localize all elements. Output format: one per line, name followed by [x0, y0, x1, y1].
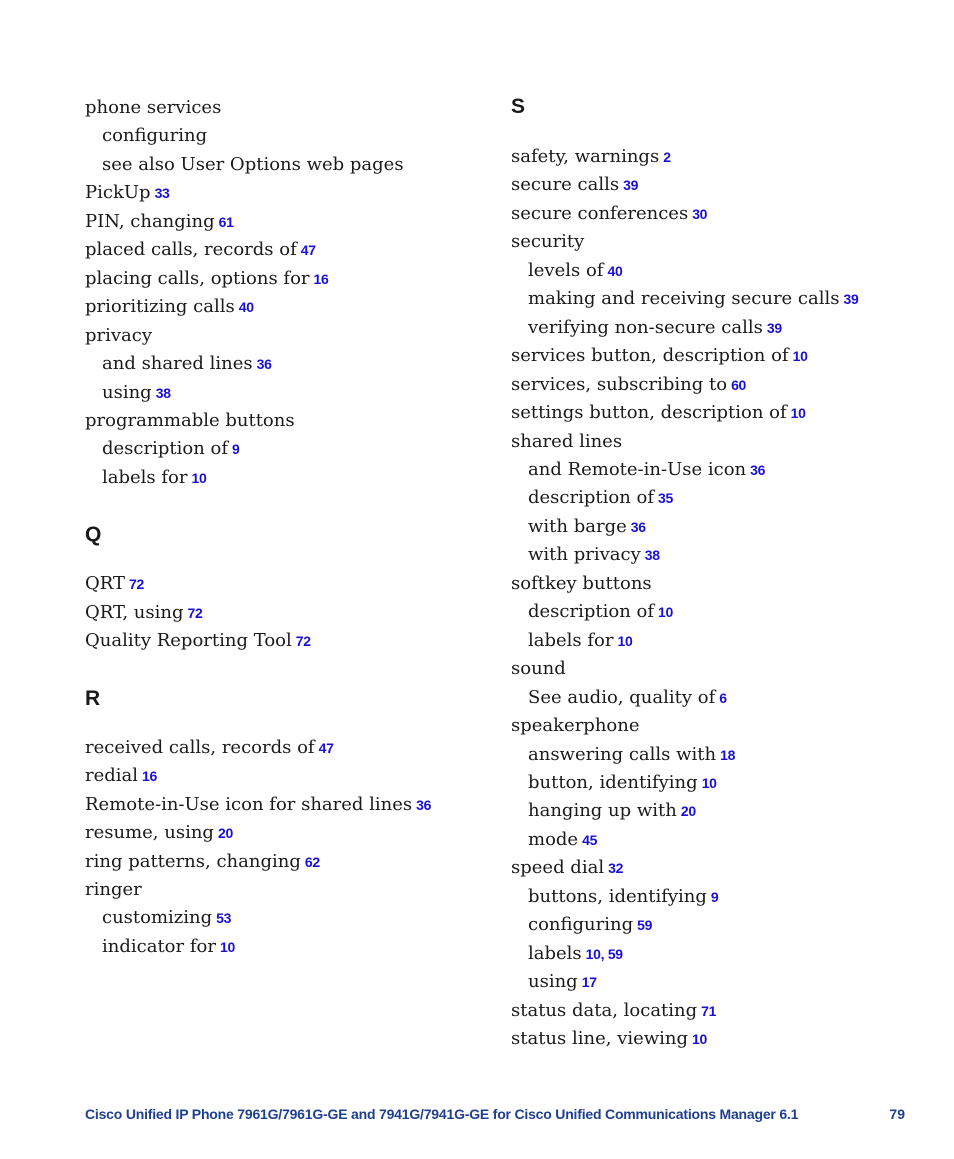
entry-text: configuring — [528, 914, 634, 936]
entry-text: button, identifying — [528, 771, 698, 793]
index-subentry-customizing — [85, 904, 485, 932]
page-link[interactable]: 9 — [232, 441, 240, 458]
index-entry-qrt-using — [85, 599, 485, 627]
index-subentry-answering-calls-with — [511, 741, 931, 769]
entry-text: PickUp — [85, 182, 151, 204]
page-link[interactable]: 10, 59 — [585, 945, 623, 962]
entry-text: resume, using — [85, 822, 214, 844]
index-entry-placed-calls-records-of — [85, 236, 485, 264]
index-entry-ring-patterns-changing — [85, 848, 485, 876]
page-link[interactable]: 36 — [750, 461, 766, 478]
entry-text: ringer — [85, 878, 142, 900]
entry-text: status data, locating — [511, 999, 698, 1021]
entry-text: prioritizing calls — [85, 296, 235, 318]
entry-text: placing calls, options for — [85, 267, 310, 289]
index-entry-speakerphone — [511, 712, 931, 740]
page-link[interactable]: 20 — [217, 825, 233, 842]
index-subentry-description-of — [511, 598, 931, 626]
index-subentry-configuring — [85, 122, 485, 150]
index-entry-pin-changing — [85, 208, 485, 236]
page-link[interactable]: 53 — [216, 910, 232, 927]
page-link[interactable]: 38 — [155, 384, 171, 401]
page-link[interactable]: 61 — [218, 213, 234, 230]
index-subentry-labels-for — [85, 464, 485, 492]
section-letter-r: R — [85, 686, 101, 710]
page-link[interactable]: 9 — [710, 888, 719, 905]
index-entry-speed-dial — [511, 854, 931, 882]
page-link[interactable]: 10 — [692, 1031, 708, 1048]
entry-text: QRT — [85, 573, 125, 595]
entry-text: configuring — [102, 125, 208, 147]
index-entry-shared-lines — [511, 428, 931, 456]
index-entry-secure-conferences — [511, 200, 931, 228]
entry-text: speed dial — [511, 857, 605, 879]
entry-text: settings button, description of — [511, 402, 787, 424]
entry-text: making and receiving secure calls — [528, 288, 840, 310]
page-link[interactable]: 47 — [300, 242, 316, 259]
entry-text: See audio, quality of — [528, 686, 716, 708]
entry-text: privacy — [85, 324, 153, 346]
index-entry-programmable-buttons — [85, 407, 485, 435]
index-subentry-mode — [511, 826, 931, 854]
section-letter-s: S — [511, 95, 526, 118]
entry-text: levels of — [528, 259, 604, 281]
index-entry-services-button-description-of — [511, 342, 931, 370]
index-subentry-with-barge — [511, 513, 931, 541]
index-entry-secure-calls — [511, 171, 931, 199]
index-subentry-labels — [511, 940, 931, 968]
page-link[interactable]: 10 — [219, 938, 235, 955]
index-entry-placing-calls-options-for — [85, 265, 485, 293]
page-link[interactable]: 16 — [142, 768, 158, 785]
page-link[interactable]: 47 — [318, 739, 334, 756]
entry-text: QRT, using — [85, 601, 184, 623]
index-entry-pickup — [85, 179, 485, 207]
entry-text: security — [511, 231, 585, 253]
index-subentry-making-and-receiving-secure-calls — [511, 285, 931, 313]
entry-text: received calls, records of — [85, 736, 315, 758]
index-subentry-see-also-user-options-web-pages — [85, 151, 485, 179]
index-subentry-description-of — [85, 435, 485, 463]
index-entry-prioritizing-calls — [85, 293, 485, 321]
entry-text: customizing — [102, 907, 213, 929]
entry-text: status line, viewing — [511, 1028, 689, 1050]
page-link[interactable]: 40 — [238, 299, 254, 316]
index-subentry-indicator-for — [85, 933, 485, 961]
index-subentry-and-remote-in-use-icon — [511, 456, 931, 484]
entry-text: buttons, identifying — [528, 885, 707, 907]
entry-text: labels for — [528, 629, 614, 651]
index-entry-redial — [85, 762, 485, 790]
entry-text: softkey buttons — [511, 572, 652, 594]
index-entry-sound — [511, 655, 931, 683]
entry-text: indicator for — [102, 935, 216, 957]
page-link[interactable]: 35 — [658, 490, 674, 507]
index-entry-resume-using — [85, 819, 485, 847]
index-subentry-verifying-non-secure-calls — [511, 314, 931, 342]
entry-text: speakerphone — [511, 715, 640, 737]
index-entry-remote-in-use-icon-for-shared-lines — [85, 791, 485, 819]
page-link[interactable]: 72 — [187, 604, 203, 621]
entry-text: redial — [85, 765, 139, 787]
index-entry-safety-warnings — [511, 143, 931, 171]
page-link[interactable]: 38 — [644, 547, 660, 564]
page-link[interactable]: 36 — [630, 518, 646, 535]
page-link[interactable]: 33 — [154, 185, 170, 202]
index-entry-received-calls-records-of — [85, 734, 485, 762]
page-link[interactable]: 32 — [608, 860, 624, 877]
index-subentry-levels-of — [511, 257, 931, 285]
entry-text: hanging up with — [528, 800, 677, 822]
index-column-left — [85, 94, 485, 961]
page-link[interactable]: 60 — [731, 376, 747, 393]
entry-text: description of — [102, 438, 229, 460]
index-entry-status-line-viewing — [511, 1025, 931, 1053]
page-footer — [85, 1106, 905, 1128]
entry-text: Remote-in-Use icon for shared lines — [85, 793, 413, 815]
page-link[interactable]: 39 — [843, 291, 859, 308]
entry-text: secure conferences — [511, 202, 689, 224]
page-link[interactable]: 16 — [313, 270, 329, 287]
index-subentry-labels-for — [511, 627, 931, 655]
entry-text: placed calls, records of — [85, 239, 297, 261]
page-link[interactable]: 10 — [792, 348, 808, 365]
index-subentry-and-shared-lines — [85, 350, 485, 378]
index-subentry-configuring — [511, 911, 931, 939]
entry-text: programmable buttons — [85, 409, 295, 431]
index-subentry-button-identifying — [511, 769, 931, 797]
page-link[interactable]: 10 — [658, 604, 674, 621]
entry-text: safety, warnings — [511, 146, 660, 167]
page-link[interactable]: 10 — [191, 469, 207, 486]
page-link[interactable]: 10 — [617, 632, 633, 649]
entry-text: services button, description of — [511, 345, 789, 367]
entry-text: labels — [528, 942, 582, 964]
entry-text: and Remote-in-Use icon — [528, 458, 747, 480]
index-entry-ringer — [85, 876, 485, 904]
page-link[interactable]: 10 — [790, 405, 806, 422]
index-entry-quality-reporting-tool — [85, 627, 485, 655]
entry-text: with barge — [528, 515, 627, 537]
page-link[interactable]: 62 — [304, 853, 320, 870]
page-link[interactable]: 72 — [129, 576, 144, 593]
page-link[interactable]: 45 — [582, 831, 598, 848]
entry-text: and shared lines — [102, 353, 253, 375]
entry-text: sound — [511, 658, 566, 680]
page-link[interactable]: 59 — [637, 917, 653, 934]
index-entry-settings-button-description-of — [511, 399, 931, 427]
index-entry-status-data-locating — [511, 997, 931, 1025]
entry-text: ring patterns, changing — [85, 850, 301, 872]
page-link[interactable]: 10 — [701, 774, 717, 791]
entry-text: labels for — [102, 466, 188, 488]
entry-text: see also User Options web pages — [102, 153, 404, 175]
page-link[interactable]: 6 — [719, 689, 727, 706]
index-entry-security — [511, 228, 931, 256]
page-link[interactable]: 2 — [663, 149, 671, 165]
page-link[interactable]: 40 — [607, 262, 623, 279]
page-link[interactable]: 39 — [623, 177, 639, 194]
page-link[interactable]: 72 — [295, 633, 311, 650]
page-link[interactable]: 17 — [581, 974, 597, 991]
index-entry-softkey-buttons — [511, 570, 931, 598]
index-subentry-see-audio-quality-of — [511, 684, 931, 712]
page-link[interactable]: 39 — [766, 319, 782, 336]
index-subentry-buttons-identifying — [511, 883, 931, 911]
entry-text: shared lines — [511, 430, 623, 452]
page-link[interactable]: 36 — [256, 356, 272, 373]
entry-text: secure calls — [511, 174, 620, 196]
index-subentry-using — [511, 968, 931, 996]
page-number: 79 — [889, 1106, 905, 1122]
index-subentry-with-privacy — [511, 541, 931, 569]
entry-text: services, subscribing to — [511, 373, 728, 395]
entry-text: using — [528, 971, 578, 993]
section-letter-q: Q — [85, 523, 102, 547]
entry-text: PIN, changing — [85, 210, 215, 232]
page-link[interactable]: 36 — [416, 796, 432, 813]
entry-text: answering calls with — [528, 743, 717, 765]
entry-text: with privacy — [528, 544, 641, 566]
entry-text: description of — [528, 487, 655, 509]
entry-text: using — [102, 381, 152, 403]
entry-text: description of — [528, 601, 655, 623]
index-subentry-hanging-up-with — [511, 797, 931, 825]
index-entry-qrt — [85, 570, 485, 598]
index-subentry-description-of — [511, 484, 931, 512]
index-entry-privacy — [85, 322, 485, 350]
index-subentry-using — [85, 379, 485, 407]
entry-text: mode — [528, 828, 579, 850]
index-entry-phone-services — [85, 94, 485, 122]
entry-text: phone services — [85, 97, 222, 118]
entry-text: verifying non-secure calls — [528, 316, 763, 338]
page-link[interactable]: 18 — [720, 746, 736, 763]
page-link[interactable]: 71 — [701, 1002, 717, 1019]
index-entry-services-subscribing-to — [511, 371, 931, 399]
footer-title: Cisco Unified IP Phone 7961G/7961G-GE and 7941G/7941G-GE for Cisco Unified Communications Manager 6.1 — [85, 1106, 799, 1122]
page-link[interactable]: 30 — [692, 205, 708, 222]
page-link[interactable]: 20 — [680, 803, 696, 820]
index-column-right — [511, 94, 931, 1054]
entry-text: Quality Reporting Tool — [85, 630, 292, 652]
